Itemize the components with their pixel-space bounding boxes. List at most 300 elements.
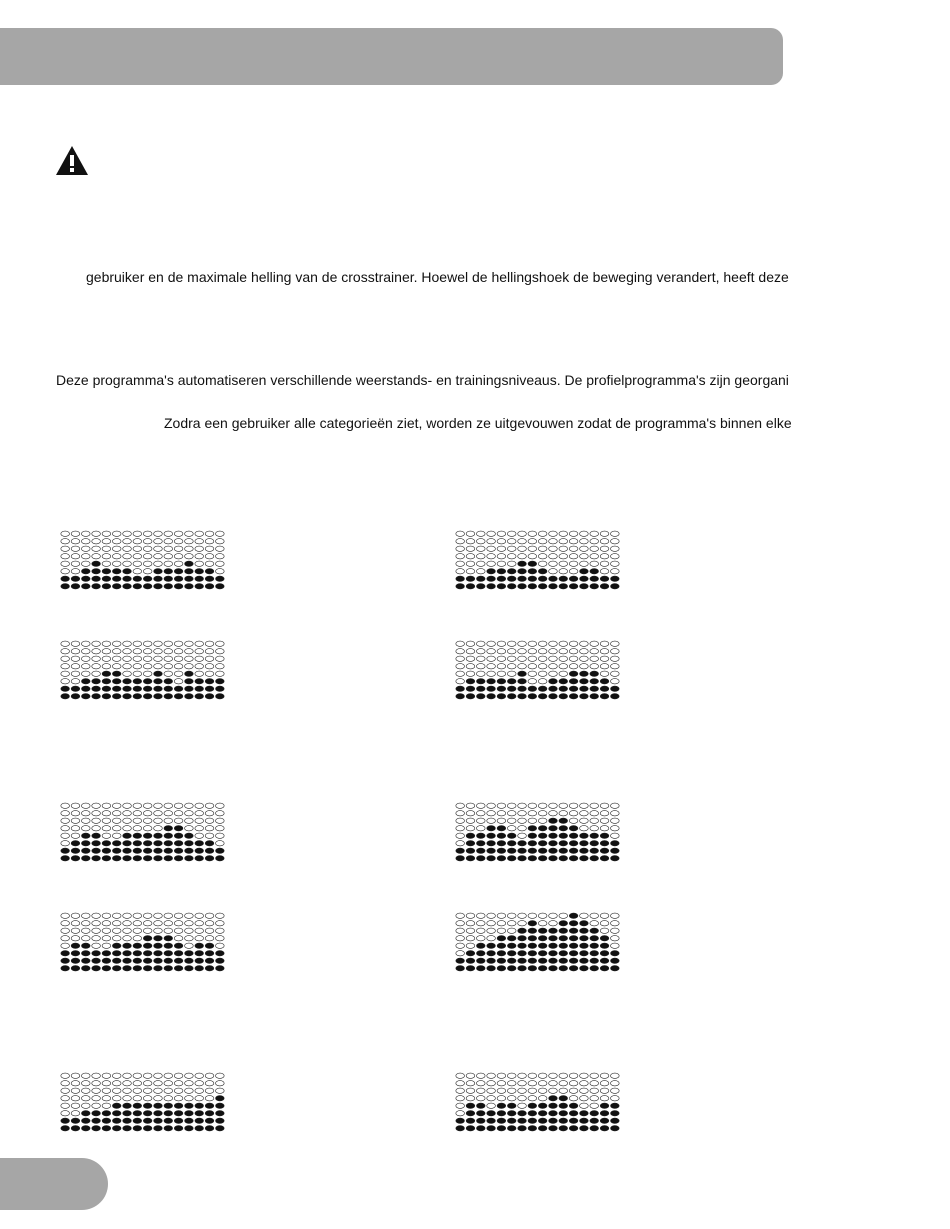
led-dot-empty — [112, 826, 121, 831]
led-dot-filled — [580, 569, 589, 574]
led-dot-empty — [102, 531, 111, 536]
led-dot-empty — [600, 921, 609, 926]
led-dot-empty — [518, 641, 527, 646]
led-dot-filled — [92, 1118, 101, 1123]
led-dot-empty — [164, 921, 173, 926]
led-dot-empty — [195, 1088, 204, 1093]
led-dot-filled — [102, 1111, 111, 1116]
led-dot-empty — [81, 936, 90, 941]
led-dot-empty — [102, 539, 111, 544]
led-dot-filled — [507, 576, 516, 581]
led-dot-empty — [123, 671, 132, 676]
led-dot-empty — [174, 1081, 183, 1086]
led-dot-empty — [71, 531, 80, 536]
led-dot-filled — [195, 576, 204, 581]
led-dot-filled — [195, 841, 204, 846]
led-dot-empty — [476, 554, 485, 559]
led-dot-filled — [154, 951, 163, 956]
led-dot-empty — [71, 833, 80, 838]
led-dot-empty — [112, 546, 121, 551]
led-dot-empty — [133, 671, 142, 676]
led-dot-empty — [518, 913, 527, 918]
led-dot-filled — [611, 1118, 620, 1123]
led-dot-empty — [71, 1103, 80, 1108]
led-dot-empty — [92, 913, 101, 918]
led-dot-empty — [61, 921, 70, 926]
led-dot-empty — [92, 921, 101, 926]
led-dot-filled — [487, 679, 496, 684]
led-dot-empty — [507, 539, 516, 544]
led-dot-empty — [569, 561, 578, 566]
led-dot-filled — [143, 1126, 152, 1131]
led-dot-empty — [528, 811, 537, 816]
led-dot-empty — [133, 921, 142, 926]
profile-chart-2 — [455, 530, 620, 590]
led-dot-empty — [487, 546, 496, 551]
led-dot-empty — [123, 546, 132, 551]
led-dot-empty — [580, 554, 589, 559]
led-dot-filled — [185, 958, 194, 963]
led-dot-empty — [216, 656, 225, 661]
led-dot-empty — [216, 531, 225, 536]
led-dot-filled — [195, 694, 204, 699]
led-dot-empty — [71, 569, 80, 574]
led-dot-empty — [456, 679, 465, 684]
led-dot-filled — [549, 584, 558, 589]
led-dot-filled — [487, 951, 496, 956]
led-dot-empty — [600, 546, 609, 551]
led-dot-filled — [123, 966, 132, 971]
led-dot-empty — [143, 811, 152, 816]
led-dot-filled — [174, 966, 183, 971]
led-dot-filled — [154, 943, 163, 948]
led-dot-filled — [143, 694, 152, 699]
led-dot-empty — [195, 818, 204, 823]
led-dot-filled — [195, 958, 204, 963]
led-dot-filled — [569, 928, 578, 933]
led-dot-filled — [487, 686, 496, 691]
led-dot-filled — [559, 1096, 568, 1101]
led-dot-empty — [549, 921, 558, 926]
led-dot-filled — [600, 694, 609, 699]
led-dot-empty — [185, 1081, 194, 1086]
led-dot-filled — [92, 569, 101, 574]
led-dot-filled — [123, 1118, 132, 1123]
led-dot-empty — [133, 913, 142, 918]
led-dot-empty — [61, 811, 70, 816]
led-dot-empty — [133, 1073, 142, 1078]
led-dot-empty — [611, 1073, 620, 1078]
led-dot-filled — [185, 951, 194, 956]
led-dot-empty — [466, 554, 475, 559]
led-dot-empty — [518, 811, 527, 816]
led-dot-filled — [154, 679, 163, 684]
led-dot-filled — [559, 686, 568, 691]
led-dot-empty — [123, 641, 132, 646]
led-dot-filled — [538, 958, 547, 963]
led-dot-filled — [102, 576, 111, 581]
led-dot-filled — [205, 856, 214, 861]
led-dot-empty — [487, 641, 496, 646]
led-dot-filled — [61, 686, 70, 691]
led-dot-filled — [590, 1126, 599, 1131]
led-dot-filled — [538, 694, 547, 699]
led-dot-empty — [456, 656, 465, 661]
led-dot-empty — [559, 539, 568, 544]
led-dot-filled — [154, 671, 163, 676]
led-dot-filled — [195, 848, 204, 853]
led-dot-empty — [112, 1088, 121, 1093]
led-dot-filled — [195, 686, 204, 691]
led-dot-empty — [559, 913, 568, 918]
led-dot-filled — [112, 1126, 121, 1131]
led-dot-filled — [216, 951, 225, 956]
led-dot-filled — [61, 856, 70, 861]
led-dot-empty — [569, 1081, 578, 1086]
led-dot-empty — [174, 1088, 183, 1093]
led-dot-filled — [112, 848, 121, 853]
led-dot-filled — [507, 1118, 516, 1123]
led-dot-filled — [549, 936, 558, 941]
led-dot-empty — [559, 649, 568, 654]
led-dot-filled — [476, 833, 485, 838]
led-dot-filled — [164, 943, 173, 948]
led-dot-empty — [497, 561, 506, 566]
body-text-line-3: Zodra een gebruiker alle categorieën ziet, worden ze uitgevouwen zodat de programma's binnen elke — [164, 415, 792, 431]
led-dot-empty — [205, 641, 214, 646]
led-dot-filled — [559, 966, 568, 971]
led-dot-filled — [123, 1103, 132, 1108]
led-dot-empty — [466, 641, 475, 646]
led-dot-filled — [143, 1103, 152, 1108]
led-dot-filled — [92, 848, 101, 853]
led-dot-empty — [487, 913, 496, 918]
led-dot-filled — [71, 686, 80, 691]
led-dot-filled — [569, 686, 578, 691]
led-dot-filled — [487, 826, 496, 831]
led-dot-empty — [507, 554, 516, 559]
led-dot-filled — [174, 943, 183, 948]
led-dot-filled — [112, 686, 121, 691]
led-dot-filled — [497, 1103, 506, 1108]
led-dot-empty — [487, 1103, 496, 1108]
led-dot-filled — [476, 1118, 485, 1123]
led-dot-empty — [569, 641, 578, 646]
led-dot-empty — [71, 818, 80, 823]
led-dot-filled — [112, 951, 121, 956]
led-dot-filled — [518, 1118, 527, 1123]
led-dot-filled — [600, 951, 609, 956]
led-dot-empty — [174, 664, 183, 669]
led-dot-empty — [164, 641, 173, 646]
led-dot-filled — [476, 679, 485, 684]
led-dot-empty — [507, 671, 516, 676]
led-dot-empty — [92, 928, 101, 933]
led-dot-empty — [71, 1073, 80, 1078]
led-dot-empty — [61, 531, 70, 536]
led-dot-empty — [456, 1111, 465, 1116]
led-dot-empty — [102, 921, 111, 926]
led-dot-empty — [133, 1096, 142, 1101]
led-dot-filled — [143, 833, 152, 838]
led-dot-empty — [185, 811, 194, 816]
led-dot-filled — [102, 1118, 111, 1123]
led-dot-empty — [528, 554, 537, 559]
led-dot-filled — [143, 679, 152, 684]
led-dot-empty — [205, 833, 214, 838]
led-dot-filled — [497, 584, 506, 589]
led-dot-filled — [205, 679, 214, 684]
led-dot-filled — [497, 936, 506, 941]
led-dot-empty — [487, 1073, 496, 1078]
led-dot-empty — [143, 1096, 152, 1101]
led-dot-empty — [590, 531, 599, 536]
led-dot-filled — [466, 679, 475, 684]
led-dot-empty — [456, 1081, 465, 1086]
led-dot-filled — [580, 679, 589, 684]
led-dot-filled — [205, 951, 214, 956]
led-dot-empty — [476, 818, 485, 823]
led-dot-empty — [456, 928, 465, 933]
led-dot-filled — [590, 584, 599, 589]
led-dot-filled — [518, 679, 527, 684]
led-dot-empty — [507, 649, 516, 654]
led-dot-filled — [611, 1103, 620, 1108]
led-dot-filled — [497, 958, 506, 963]
led-dot-filled — [507, 1111, 516, 1116]
led-dot-filled — [185, 841, 194, 846]
led-dot-filled — [497, 966, 506, 971]
led-dot-filled — [590, 1118, 599, 1123]
led-dot-empty — [185, 649, 194, 654]
led-dot-filled — [174, 841, 183, 846]
led-dot-empty — [154, 928, 163, 933]
led-dot-filled — [466, 833, 475, 838]
led-dot-filled — [154, 576, 163, 581]
led-dot-filled — [528, 686, 537, 691]
led-dot-filled — [528, 826, 537, 831]
led-dot-filled — [559, 921, 568, 926]
led-dot-empty — [71, 679, 80, 684]
led-dot-filled — [185, 679, 194, 684]
led-dot-empty — [518, 1096, 527, 1101]
led-dot-empty — [164, 913, 173, 918]
led-dot-filled — [600, 1126, 609, 1131]
led-dot-filled — [112, 943, 121, 948]
led-dot-empty — [518, 664, 527, 669]
led-dot-filled — [507, 1126, 516, 1131]
led-dot-filled — [112, 966, 121, 971]
led-dot-filled — [569, 1118, 578, 1123]
led-dot-empty — [538, 664, 547, 669]
led-dot-empty — [518, 531, 527, 536]
led-dot-empty — [476, 1096, 485, 1101]
led-dot-filled — [92, 576, 101, 581]
led-dot-filled — [174, 584, 183, 589]
led-dot-empty — [456, 649, 465, 654]
led-dot-empty — [164, 531, 173, 536]
led-dot-empty — [538, 531, 547, 536]
led-dot-empty — [600, 803, 609, 808]
led-dot-empty — [476, 649, 485, 654]
led-dot-empty — [216, 943, 225, 948]
led-dot-filled — [164, 936, 173, 941]
led-dot-empty — [81, 531, 90, 536]
led-dot-filled — [71, 958, 80, 963]
led-dot-filled — [133, 856, 142, 861]
led-dot-empty — [216, 811, 225, 816]
led-dot-empty — [611, 833, 620, 838]
led-dot-empty — [590, 1096, 599, 1101]
led-dot-filled — [112, 576, 121, 581]
led-dot-filled — [216, 679, 225, 684]
led-dot-filled — [507, 936, 516, 941]
led-dot-empty — [487, 539, 496, 544]
led-dot-empty — [71, 921, 80, 926]
led-dot-empty — [154, 803, 163, 808]
led-dot-empty — [61, 1096, 70, 1101]
profile-chart-8 — [455, 912, 620, 972]
led-dot-filled — [133, 841, 142, 846]
led-dot-filled — [92, 686, 101, 691]
led-dot-filled — [456, 848, 465, 853]
led-dot-empty — [559, 531, 568, 536]
led-dot-empty — [112, 913, 121, 918]
profile-chart-1 — [60, 530, 225, 590]
led-dot-empty — [611, 554, 620, 559]
led-dot-filled — [528, 569, 537, 574]
led-dot-filled — [164, 951, 173, 956]
led-dot-empty — [600, 1081, 609, 1086]
led-dot-empty — [216, 539, 225, 544]
led-dot-filled — [487, 1126, 496, 1131]
led-dot-empty — [154, 531, 163, 536]
led-dot-filled — [497, 848, 506, 853]
led-dot-empty — [456, 671, 465, 676]
led-dot-empty — [497, 1073, 506, 1078]
led-dot-filled — [549, 679, 558, 684]
led-dot-filled — [600, 848, 609, 853]
led-dot-empty — [164, 649, 173, 654]
led-dot-filled — [569, 694, 578, 699]
led-dot-empty — [154, 1088, 163, 1093]
led-dot-filled — [164, 1118, 173, 1123]
led-dot-filled — [164, 576, 173, 581]
led-dot-empty — [185, 803, 194, 808]
led-dot-filled — [549, 841, 558, 846]
led-dot-empty — [61, 1081, 70, 1086]
led-dot-empty — [497, 1088, 506, 1093]
led-dot-filled — [195, 584, 204, 589]
led-dot-filled — [81, 943, 90, 948]
led-dot-filled — [92, 958, 101, 963]
led-dot-empty — [112, 811, 121, 816]
led-dot-filled — [71, 951, 80, 956]
led-dot-filled — [538, 943, 547, 948]
led-dot-empty — [174, 679, 183, 684]
led-dot-filled — [92, 1126, 101, 1131]
led-dot-empty — [528, 1081, 537, 1086]
led-dot-filled — [538, 856, 547, 861]
led-dot-empty — [164, 664, 173, 669]
led-dot-filled — [61, 966, 70, 971]
led-dot-filled — [133, 958, 142, 963]
led-dot-empty — [476, 561, 485, 566]
led-dot-filled — [185, 576, 194, 581]
led-dot-empty — [611, 561, 620, 566]
led-dot-filled — [154, 841, 163, 846]
led-dot-empty — [507, 664, 516, 669]
led-dot-empty — [174, 561, 183, 566]
led-dot-filled — [456, 856, 465, 861]
led-dot-filled — [112, 1118, 121, 1123]
led-dot-filled — [569, 1126, 578, 1131]
led-dot-empty — [185, 936, 194, 941]
led-dot-filled — [123, 856, 132, 861]
led-dot-empty — [216, 803, 225, 808]
led-dot-filled — [133, 966, 142, 971]
led-dot-empty — [216, 913, 225, 918]
led-dot-filled — [590, 576, 599, 581]
led-dot-filled — [81, 1111, 90, 1116]
led-dot-filled — [174, 848, 183, 853]
led-dot-empty — [600, 569, 609, 574]
led-dot-filled — [174, 576, 183, 581]
led-dot-filled — [600, 1111, 609, 1116]
led-dot-filled — [205, 966, 214, 971]
led-dot-filled — [112, 958, 121, 963]
led-dot-filled — [185, 1118, 194, 1123]
led-dot-filled — [164, 1111, 173, 1116]
led-dot-empty — [61, 913, 70, 918]
led-dot-empty — [123, 928, 132, 933]
led-dot-filled — [528, 833, 537, 838]
led-dot-filled — [112, 1111, 121, 1116]
led-dot-filled — [195, 943, 204, 948]
led-dot-empty — [81, 539, 90, 544]
led-dot-empty — [580, 649, 589, 654]
led-dot-empty — [497, 664, 506, 669]
led-dot-empty — [456, 826, 465, 831]
led-dot-empty — [487, 1081, 496, 1086]
led-dot-filled — [456, 576, 465, 581]
led-dot-empty — [112, 531, 121, 536]
led-dot-empty — [195, 1073, 204, 1078]
led-dot-empty — [216, 664, 225, 669]
led-dot-filled — [559, 951, 568, 956]
led-dot-filled — [123, 686, 132, 691]
led-dot-filled — [164, 569, 173, 574]
led-dot-empty — [580, 664, 589, 669]
led-dot-empty — [61, 826, 70, 831]
led-dot-empty — [123, 531, 132, 536]
led-dot-empty — [216, 841, 225, 846]
led-dot-empty — [71, 811, 80, 816]
led-dot-empty — [174, 913, 183, 918]
led-dot-filled — [559, 841, 568, 846]
led-dot-filled — [164, 1126, 173, 1131]
led-dot-empty — [81, 1073, 90, 1078]
led-dot-empty — [507, 818, 516, 823]
led-dot-empty — [487, 811, 496, 816]
led-dot-filled — [185, 686, 194, 691]
led-dot-empty — [205, 826, 214, 831]
led-dot-empty — [154, 1081, 163, 1086]
led-dot-filled — [549, 1103, 558, 1108]
led-dot-empty — [133, 546, 142, 551]
led-dot-filled — [102, 671, 111, 676]
led-dot-empty — [61, 841, 70, 846]
